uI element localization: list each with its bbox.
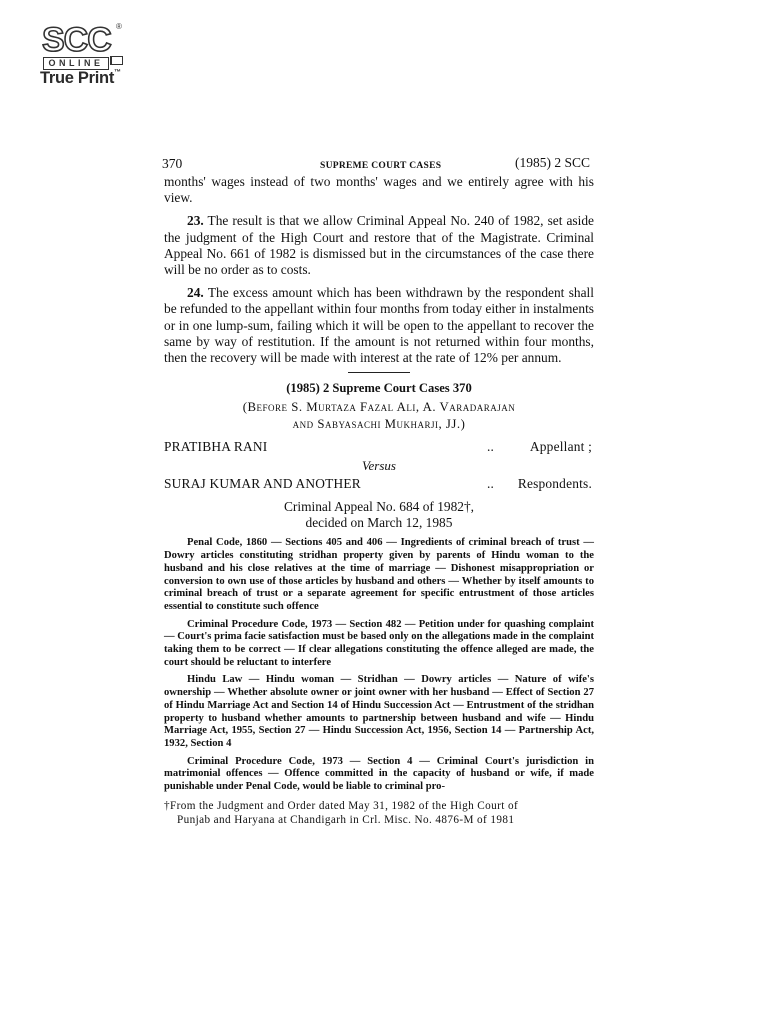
- appellant-dots: ..: [487, 439, 495, 455]
- logo-true-print-text: True Print™: [40, 69, 121, 87]
- document-page: [164, 152, 594, 827]
- bench: [164, 399, 594, 433]
- logo-registered-mark: ®: [116, 22, 122, 31]
- footnote: [164, 799, 594, 827]
- respondent-name: SURAJ KUMAR AND ANOTHER: [164, 476, 361, 492]
- paragraph-24: 24. The excess amount which has been withdrawn by the respondent shall be refunded to the appellant within four months from today either in instalments or in one lump-sum, failing which it will be open to the appellant to recover the same by way of restitution. If the amount is not returned within four months, then the recovery will be made with interest at the rate of 12% per annum.: [164, 285, 594, 366]
- page-number: 370: [162, 156, 183, 171]
- footnote-line-2: Punjab and Haryana at Chandigarh in Crl. Misc. No. 4876-M of 1981: [177, 813, 515, 826]
- running-head: [164, 152, 594, 174]
- report-citation: (1985) 2 SCC: [514, 155, 590, 170]
- running-title: SUPREME COURT CASES: [320, 161, 442, 171]
- section-divider: [348, 372, 410, 373]
- versus: Versus: [362, 458, 396, 474]
- scc-online-logo: [40, 22, 130, 92]
- appeal-number: Criminal Appeal No. 684 of 1982†,: [283, 499, 475, 515]
- bench-line-2: and Sabyasachi Mukharji, JJ.): [292, 417, 466, 432]
- logo-flag-icon: [110, 56, 123, 65]
- decision-date: decided on March 12, 1985: [305, 515, 453, 531]
- case-citation: (1985) 2 Supreme Court Cases 370: [286, 381, 472, 396]
- logo-scc-text: SCC: [42, 21, 111, 59]
- headnote: Hindu Law — Hindu woman — Stridhan — Dowry articles — Nature of wife's ownership — Whether absolute owner or joint owner with her husband — Effect of Section 27 of Hindu Marriage Act and Section 14 of Hindu Succession Act — Entrustment of the stridhan property to husband whether amounts to partnership between husband and wife — Hindu Marriage Act, 1955, Section 27 — Hindu Succession Act, 1956, Section 14 — Partnership Act, 1932, Section 4: [164, 674, 594, 749]
- headnote: Criminal Procedure Code, 1973 — Section 4 — Criminal Court's jurisdiction in matrimonial offences — Offence committed in the capacity of husband or wife, if made punishable under Penal Code, would be liable to criminal pro-: [164, 755, 594, 793]
- footnote-line-1: †From the Judgment and Order dated May 31, 1982 of the High Court of: [164, 799, 519, 812]
- logo-online-text: ONLINE: [43, 57, 109, 70]
- appeal-details: [164, 499, 594, 531]
- appellant-role: Appellant ;: [529, 439, 592, 455]
- appellant-name: PRATIBHA RANI: [164, 439, 268, 455]
- appellant-row: [164, 439, 594, 458]
- respondent-dots: ..: [487, 476, 495, 492]
- headnotes: [164, 537, 594, 793]
- headnote: Criminal Procedure Code, 1973 — Section 482 — Petition under for quashing complaint — Court's prima facie satisfaction must be based only on the allegations made in the complaint taking them to be correct — If clear allegations constituting the offence alleged are made, the court should be reluctant to interfere: [164, 618, 594, 668]
- respondent-row: [164, 476, 594, 495]
- paragraph-continued: months' wages instead of two months' wages and we entirely agree with his view.: [164, 174, 594, 206]
- paragraph-23: 23. The result is that we allow Criminal Appeal No. 240 of 1982, set aside the judgment of the High Court and restore that of the Magistrate. Criminal Appeal No. 661 of 1982 is dismissed but in the circumstances of the case there will be no order as to costs.: [164, 213, 594, 278]
- respondent-role: Respondents.: [517, 476, 592, 492]
- headnote: Penal Code, 1860 — Sections 405 and 406 — Ingredients of criminal breach of trust — Dowry articles constituting stridhan property given by parents of Hindu woman to the husband and his close relatives at the time of marriage — Dishonest misappropriation or conversion to own use of those articles by husband and others — Whether by itself amounts to criminal breach of trust or a separate agreement for specific entrustment of those articles essential to constitute such offence: [164, 537, 594, 612]
- bench-line-1: (Before S. Murtaza Fazal Ali, A. Varadarajan: [242, 400, 516, 415]
